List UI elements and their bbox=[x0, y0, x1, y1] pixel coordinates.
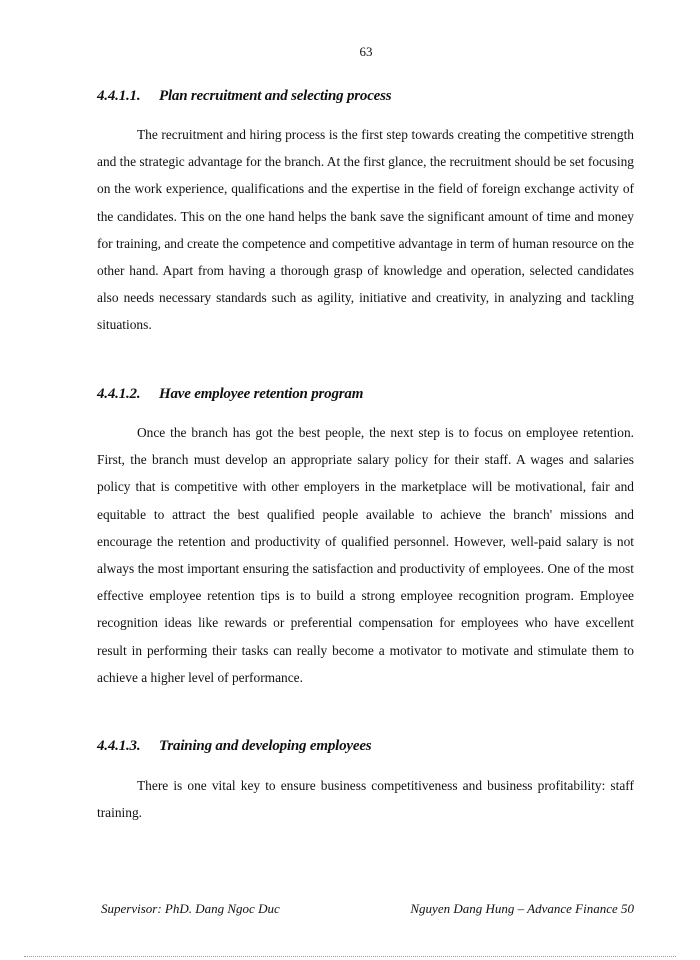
page-number: 63 bbox=[359, 44, 373, 59]
section-heading bbox=[97, 88, 391, 105]
section-heading bbox=[97, 738, 371, 755]
section-number: 4.4.1.3. bbox=[97, 738, 141, 754]
section-paragraph: Once the branch has got the best people, the next step is to focus on employee retention. First, the branch must develop an appropriate salary policy for their staff. A wages and salaries policy that is competitive with other employers in the marketplace will be motivational, fair and equitable to attract the best qualified people available to achieve the branch' missions and encourage the retention and productivity of qualified personnel. However, well-paid salary is not always the most important ensuring the satisfaction and productivity of employees. One of the most effective employee retention tips is to build a strong employee recognition program. Employee recognition ideas like rewards or preferential compensation for employees who have excellent result in performing their tasks can really become a motivator to motivate and stimulate them to achieve a higher level of performance. bbox=[97, 425, 634, 685]
section-number: 4.4.1.1. bbox=[97, 88, 141, 104]
section-paragraph: The recruitment and hiring process is the first step towards creating the competitive strength and the strategic advantage for the branch. At the first glance, the recruitment should be set focusing on the work experience, qualifications and the expertise in the field of foreign exchange activity of the candidates. This on the one hand helps the bank save the significant amount of time and money for training, and create the competence and competitive advantage in term of human resource on the other hand. Apart from having a thorough grasp of knowledge and operation, selected candidates also needs necessary standards such as agility, initiative and creativity, in analyzing and tackling situations. bbox=[97, 127, 634, 333]
page-bottom-divider bbox=[24, 956, 676, 957]
section-paragraph: There is one vital key to ensure business competitiveness and business profitability: staff training. bbox=[97, 778, 634, 821]
section-title: Have employee retention program bbox=[159, 386, 364, 402]
section-title: Plan recruitment and selecting process bbox=[159, 88, 392, 104]
footer-supervisor: Supervisor: PhD. Dang Ngoc Duc bbox=[101, 901, 280, 916]
section-title: Training and developing employees bbox=[159, 738, 372, 754]
section-heading bbox=[97, 386, 363, 403]
section-number: 4.4.1.2. bbox=[97, 386, 141, 402]
footer-author: Nguyen Dang Hung – Advance Finance 50 bbox=[410, 901, 634, 916]
